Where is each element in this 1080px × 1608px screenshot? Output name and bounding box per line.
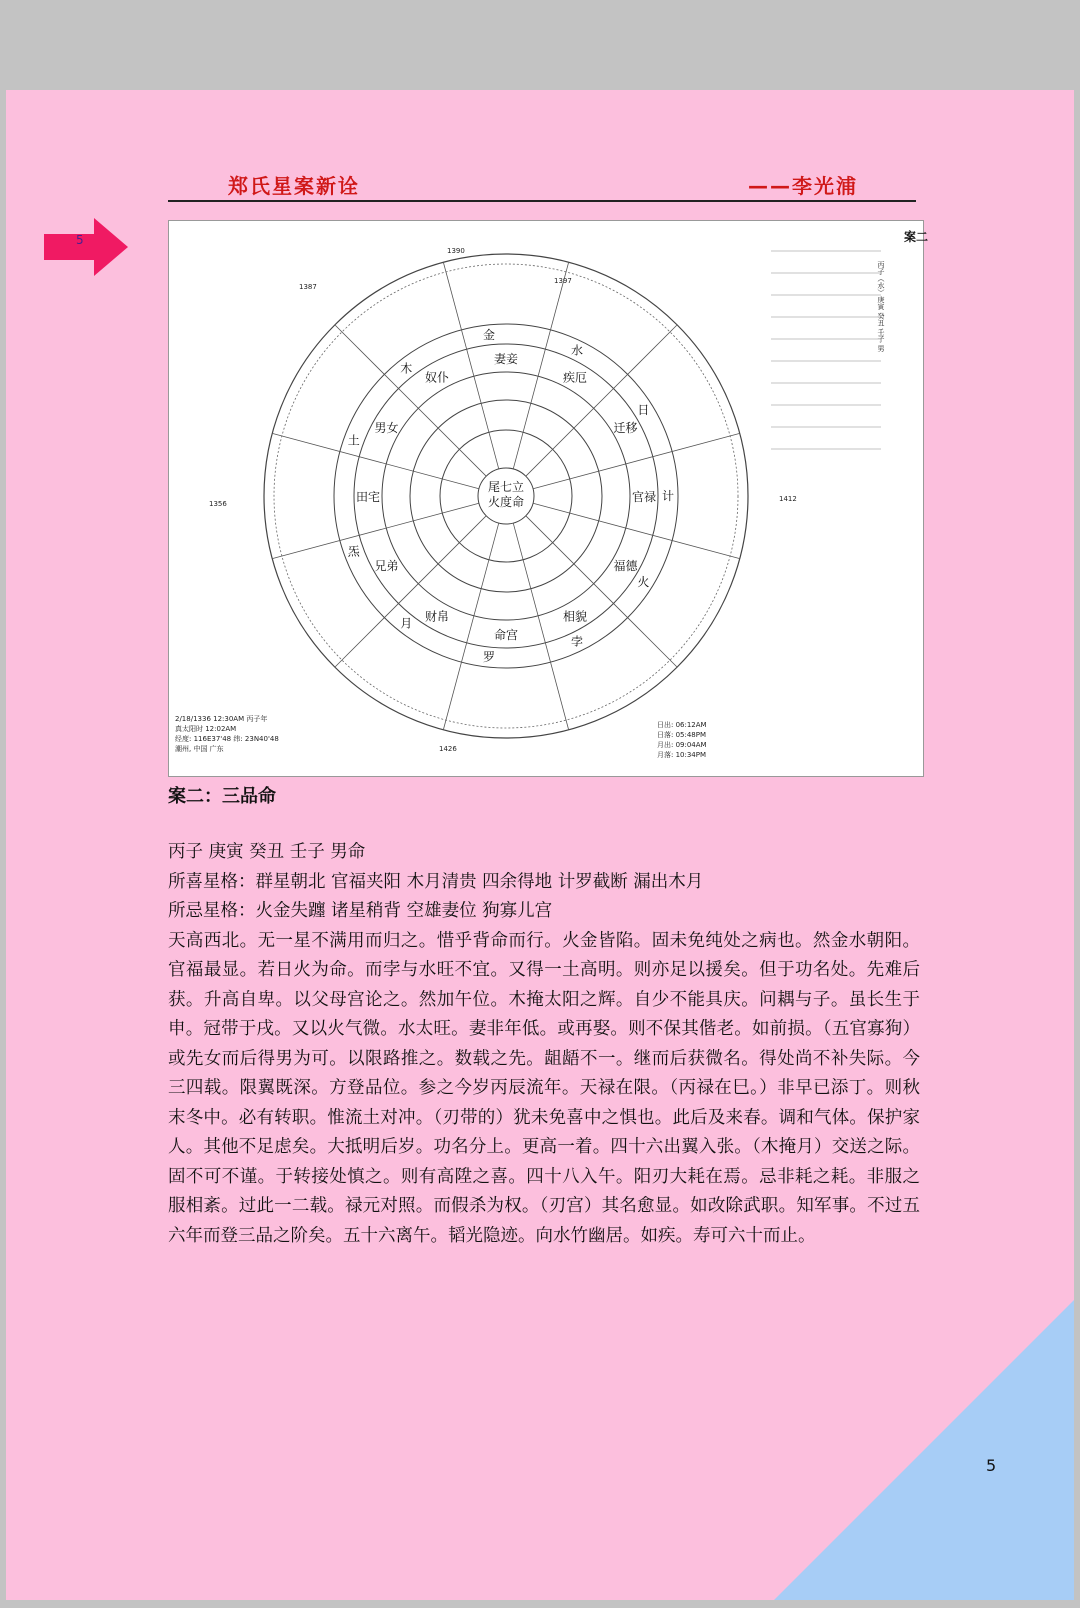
palace-label: 福德: [613, 559, 638, 573]
footer-right-1: 日出: 06:12AM: [657, 721, 707, 729]
header-title: 郑氏星案新诠: [228, 174, 360, 198]
wheel-spoke: [526, 325, 677, 476]
birth-pillars: 丙子 庚寅 癸丑 壬子 男命: [168, 842, 366, 862]
footer-left-3: 经度: 116E37'48 纬: 23N40'48: [175, 735, 279, 743]
palace-label: 官禄: [631, 490, 657, 504]
ring-number-left: 1356: [209, 500, 227, 508]
palace-label: 妻妾: [493, 352, 519, 366]
center-line-2: 火度命: [487, 495, 525, 509]
favorable-patterns: 所喜星格：群星朝北 官福夹阳 木月清贵 四余得地 计罗截断 漏出木月: [168, 871, 704, 892]
header-author: ——李光浦: [748, 174, 858, 198]
branch-mark: 孛: [571, 634, 584, 649]
page-number: 5: [986, 1456, 997, 1475]
palace-label: 兄弟: [374, 559, 399, 573]
branch-mark: 木: [400, 361, 413, 376]
footer-left-2: 真太阳时 12:02AM: [175, 725, 237, 733]
branch-mark: 金: [483, 327, 496, 342]
unfavorable-patterns: 所忌星格：火金失躔 诸星稍背 空雄妻位 狗寡儿宫: [168, 901, 553, 921]
wheel-spoke: [533, 433, 740, 488]
branch-mark: 土: [347, 433, 360, 448]
horoscope-chart: [168, 220, 929, 777]
footer-right-2: 日落: 05:48PM: [657, 731, 707, 739]
ring-number-top-left: 1387: [299, 283, 317, 291]
case-title: 案二: [904, 230, 929, 244]
branch-mark: 月: [400, 616, 413, 631]
branch-mark: 日: [637, 403, 650, 418]
wheel-spoke: [513, 262, 568, 469]
case-title-block: [877, 229, 929, 352]
wheel-spoke: [513, 523, 568, 730]
ring-number-bottom: 1426: [439, 745, 457, 753]
palace-label: 命宫: [493, 628, 519, 642]
branch-mark: 计: [661, 489, 675, 503]
wheel-spoke: [272, 503, 479, 558]
center-line-1: 尾七立: [487, 480, 525, 494]
branch-mark: 水: [571, 343, 584, 358]
wheel-spoke: [335, 516, 486, 667]
footer-right-3: 月出: 09:04AM: [657, 741, 707, 749]
wheel-spoke: [335, 325, 486, 476]
star-table: [771, 251, 881, 449]
footer-left-1: 2/18/1336 12:30AM 丙子年: [175, 715, 268, 723]
ring-number-top: 1390: [447, 247, 465, 255]
wheel-spoke: [272, 433, 479, 488]
footer-right-4: 月落: 10:34PM: [657, 751, 707, 759]
palace-label: 疾厄: [562, 370, 588, 385]
corner-decoration: [774, 1300, 1074, 1600]
palace-label: 奴仆: [424, 370, 450, 385]
wheel-spoke: [443, 262, 498, 469]
page-header: [168, 170, 916, 202]
wheel-spoke: [533, 503, 740, 558]
palace-label: 田宅: [355, 490, 381, 504]
center-label: [488, 479, 524, 509]
ring-number-top-right: 1397: [554, 277, 572, 285]
ring-number-right: 1412: [779, 495, 797, 503]
palace-label: 相貌: [562, 609, 588, 624]
page-sheet: [6, 90, 1074, 1600]
palace-label: 男女: [374, 421, 399, 435]
footer-left-4: 潮州, 中国 广东: [175, 745, 224, 753]
body-text: [168, 838, 920, 1251]
branch-mark: 火: [637, 574, 650, 589]
case-caption: 案二：三品命: [168, 786, 276, 807]
wheel-spoke: [526, 516, 677, 667]
branch-mark: 炁: [347, 544, 360, 559]
birth-label: 丙子（水）庚寅 癸丑 壬子 男: [877, 261, 885, 352]
wheel-spoke: [443, 523, 498, 730]
palace-label: 财帛: [424, 609, 450, 624]
chart-footer-left: [175, 714, 279, 753]
interpretation-paragraph: 天高西北。无一星不满用而归之。惜乎背命而行。火金皆陷。固未免纯处之病也。然金水朝阳。官福最显。若日火为命。而孛与水旺不宜。又得一土高明。则亦足以援矣。但于功名处。先难后获。升高自卑。以父母宫论之。然加午位。木掩太阳之辉。自少不能具庆。问耦与子。虽长生于申。冠带于戌。又以火气微。水太旺。妻非年低。或再娶。则不保其偕老。如前损。（五官寡狗）或先女而后得男为可。以限路推之。数载之先。龃龉不一。继而后获微名。得处尚不补失际。今三四载。限翼既深。方登品位。参之今岁丙辰流年。天禄在限。（丙禄在巳。）非早已添丁。则秋末冬中。必有转职。惟流土对冲。（刃带的）犹未免喜中之惧也。此后及来春。调和气体。保护家人。其他不足虑矣。大抵明后岁。功名分上。更高一着。四十六出翼入张。（木掩月）交送之际。固不可不谨。于转接处慎之。则有高陞之喜。四十八入午。阳刃大耗在焉。忌非耗之耗。非服之服相紊。过此一二载。禄元对照。而假杀为权。（刃宫）其名愈显。如改除武职。知军事。不过五六年而登三品之阶矣。五十六离午。韬光隐迹。向水竹幽居。如疾。寿可六十而止。: [168, 930, 920, 1246]
branch-mark: 罗: [483, 650, 496, 665]
marker-number: 5: [76, 233, 84, 247]
chart-footer-right: [657, 720, 707, 759]
horoscope-wheel: [169, 221, 929, 776]
palace-label: 迁移: [613, 421, 638, 435]
arrow-marker-icon: [44, 218, 128, 276]
